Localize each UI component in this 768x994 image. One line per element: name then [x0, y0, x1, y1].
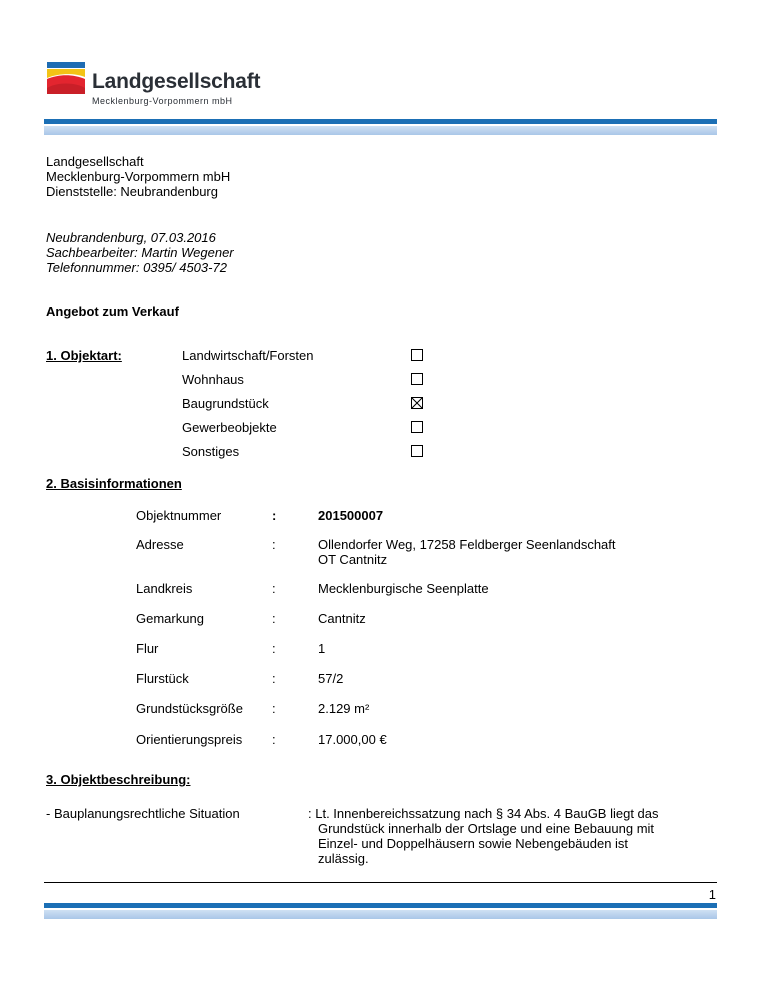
footer-rule [44, 882, 717, 883]
sender-line-2: Mecklenburg-Vorpommern mbH [46, 169, 231, 184]
checkbox-baugrundstueck[interactable] [411, 397, 423, 409]
info-sep: : [272, 671, 276, 686]
info-sep: : [272, 611, 276, 626]
info-value-adresse-2: OT Cantnitz [318, 552, 388, 567]
option-label: Landwirtschaft/Forsten [182, 348, 314, 363]
footer-bar [44, 903, 717, 908]
option-label: Baugrundstück [182, 396, 269, 411]
checkbox-wohnhaus[interactable] [411, 373, 423, 385]
place-date: Neubrandenburg, 07.03.2016 [46, 230, 216, 245]
document-heading: Angebot zum Verkauf [46, 304, 179, 319]
info-label: Orientierungspreis [136, 732, 243, 747]
description-text-line: : Lt. Innenbereichssatzung nach § 34 Abs. 4 BauGB liegt das [308, 806, 659, 821]
sender-line-1: Landgesellschaft [46, 154, 144, 169]
checkbox-gewerbeobjekte[interactable] [411, 421, 423, 433]
description-text-line: zulässig. [318, 851, 369, 866]
info-label: Flurstück [136, 671, 189, 686]
info-sep: : [272, 701, 276, 716]
info-value-objektnummer: 201500007 [318, 508, 384, 523]
info-sep: : [272, 581, 276, 596]
phone: Telefonnummer: 0395/ 4503-72 [46, 260, 227, 275]
info-value-gemarkung: Cantnitz [318, 611, 366, 626]
option-label: Gewerbeobjekte [182, 420, 277, 435]
info-value-landkreis: Mecklenburgische Seenplatte [318, 581, 489, 596]
info-label: Grundstücksgröße [136, 701, 243, 716]
section-3-title: 3. Objektbeschreibung: [46, 772, 191, 787]
info-value-groesse: 2.129 m² [318, 701, 370, 716]
company-logo-icon [47, 62, 85, 94]
section-1-title: 1. Objektart: [46, 348, 122, 363]
header-bar-light [44, 126, 717, 135]
sender-line-3: Dienststelle: Neubrandenburg [46, 184, 218, 199]
logo-title: Landgesellschaft [92, 70, 261, 93]
checkbox-landwirtschaft[interactable] [411, 349, 423, 361]
option-label: Sonstiges [182, 444, 240, 459]
description-text-line: Einzel- und Doppelhäusern sowie Nebengebäuden ist [318, 836, 629, 851]
info-label: Objektnummer [136, 508, 222, 523]
header-bar [44, 119, 717, 124]
page-number: 1 [708, 887, 716, 902]
info-sep: : [272, 641, 276, 656]
logo-subtitle: Mecklenburg-Vorpommern mbH [92, 96, 233, 106]
section-2-title: 2. Basisinformationen [46, 476, 182, 491]
checkbox-sonstiges[interactable] [411, 445, 423, 457]
info-label: Adresse [136, 537, 184, 552]
option-label: Wohnhaus [182, 372, 244, 387]
info-value-adresse: Ollendorfer Weg, 17258 Feldberger Seenlandschaft [318, 537, 616, 552]
info-sep: : [272, 732, 276, 747]
info-value-flurstueck: 57/2 [318, 671, 344, 686]
info-label: Landkreis [136, 581, 193, 596]
info-value-preis: 17.000,00 € [318, 732, 387, 747]
description-item-label: - Bauplanungsrechtliche Situation [46, 806, 240, 821]
clerk: Sachbearbeiter: Martin Wegener [46, 245, 234, 260]
info-sep: : [272, 537, 276, 552]
info-sep: : [272, 508, 277, 523]
info-value-flur: 1 [318, 641, 326, 656]
description-text-line: Grundstück innerhalb der Ortslage und eine Bebauung mit [318, 821, 655, 836]
info-label: Flur [136, 641, 159, 656]
footer-bar-light [44, 910, 717, 919]
info-label: Gemarkung [136, 611, 204, 626]
checked-x-icon [412, 398, 422, 408]
